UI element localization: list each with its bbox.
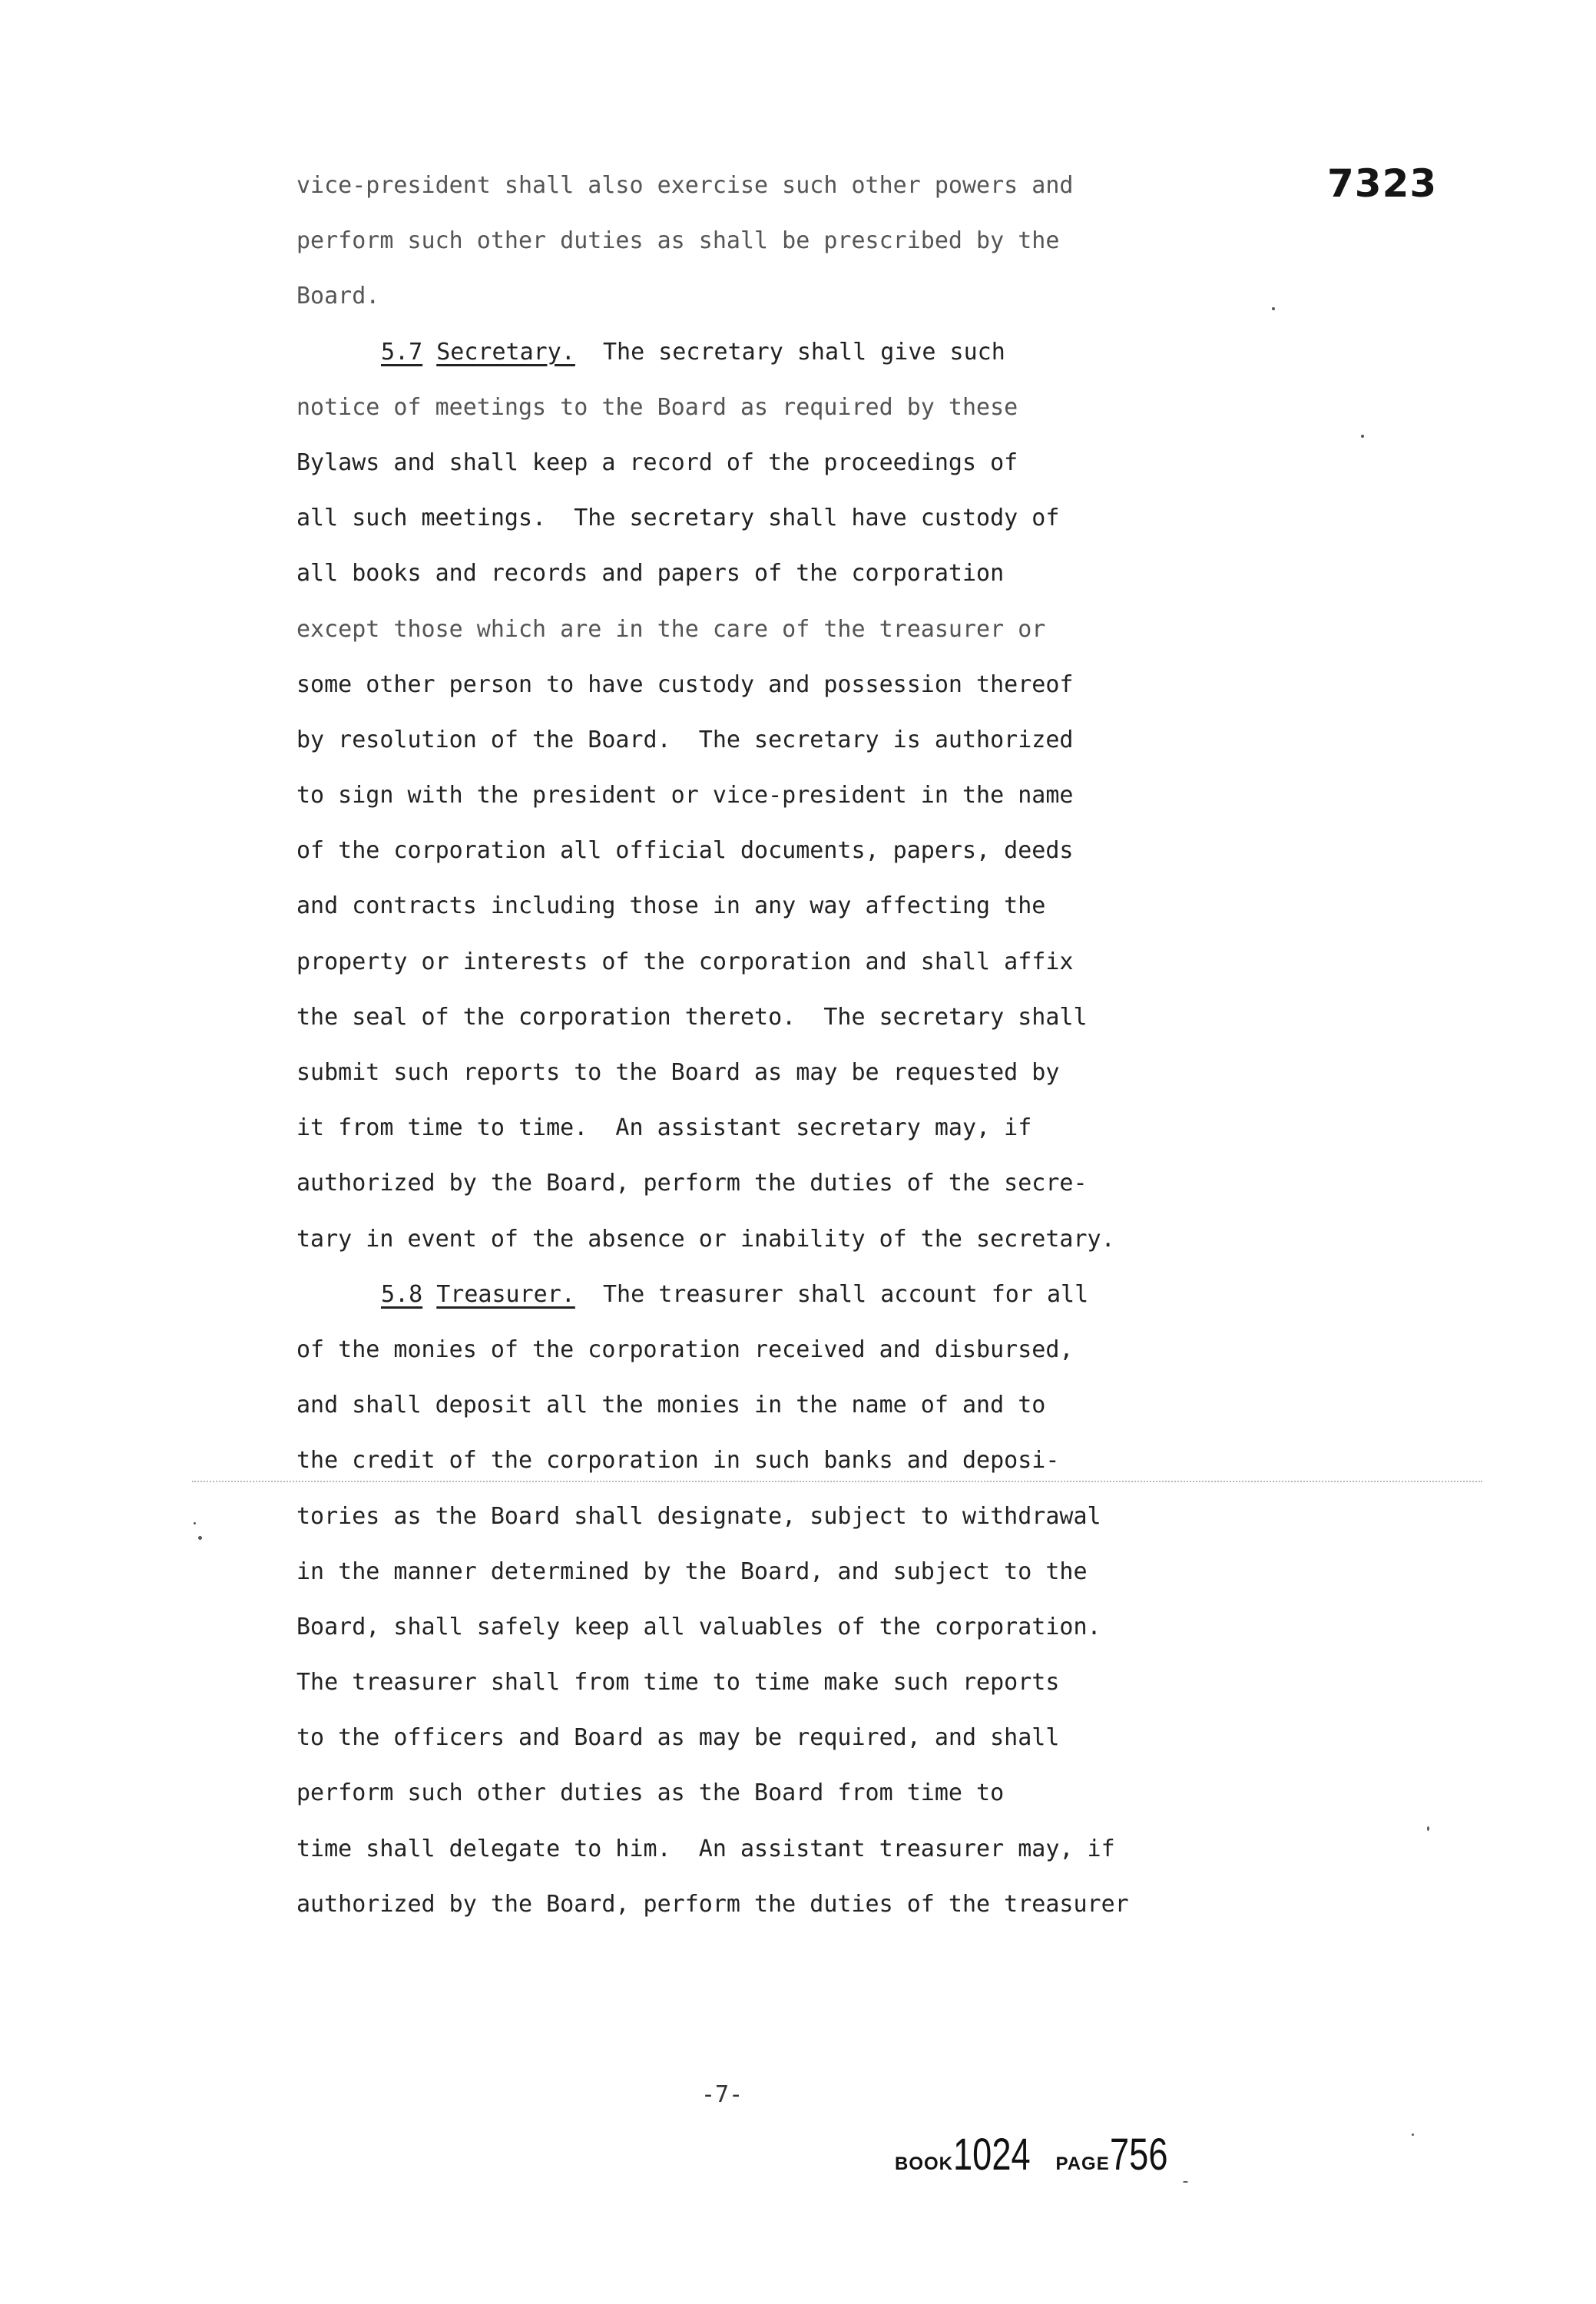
page-stamp-number: 7323: [1327, 161, 1438, 206]
text-line: The treasurer shall from time to time make such reports: [296, 1669, 1060, 1697]
text-line: the credit of the corporation in such banks and deposi-: [296, 1447, 1060, 1475]
text-line: to sign with the president or vice-president in the name: [296, 782, 1074, 809]
text-line: property or interests of the corporation and shall affix: [296, 948, 1074, 975]
scan-speck: [194, 1522, 196, 1524]
scan-speck: [1361, 435, 1364, 438]
text-line: The secretary shall give such: [603, 338, 1005, 366]
section-title: Treasurer.: [436, 1280, 575, 1308]
text-line: of the monies of the corporation received and disbursed,: [296, 1336, 1074, 1363]
text-line: Board, shall safely keep all valuables of the corporation.: [296, 1613, 1101, 1640]
text-line: authorized by the Board, perform the duties of the secre-: [296, 1170, 1088, 1197]
section-heading-line-secretary: [296, 325, 1326, 380]
section-number: 5.7: [381, 338, 423, 366]
text-line: of the corporation all official documents, papers, deeds: [296, 837, 1074, 865]
body-text: [296, 158, 1326, 1932]
text-line: except those which are in the care of the treasurer or: [296, 615, 1046, 643]
text-line: it from time to time. An assistant secretary may, if: [296, 1114, 1032, 1142]
text-line: Bylaws and shall keep a record of the proceedings of: [296, 449, 1018, 476]
text-line: submit such reports to the Board as may be requested by: [296, 1059, 1060, 1086]
section-heading-line-treasurer: [296, 1267, 1326, 1322]
text-line: perform such other duties as shall be prescribed by the: [296, 227, 1060, 255]
book-number: 1024: [953, 2130, 1031, 2180]
text-line: The treasurer shall account for all: [603, 1280, 1089, 1308]
text-line: some other person to have custody and possession thereof: [296, 670, 1074, 698]
text-line: all books and records and papers of the corporation: [296, 560, 1005, 588]
page-label: PAGE: [1055, 2153, 1110, 2174]
text-line: Board.: [296, 283, 380, 310]
text-line: and contracts including those in any way affecting the: [296, 892, 1046, 920]
text-line: to the officers and Board as may be required, and shall: [296, 1724, 1060, 1752]
text-line: all such meetings. The secretary shall have custody of: [296, 505, 1060, 532]
text-line: and shall deposit all the monies in the name of and to: [296, 1392, 1046, 1419]
text-line: in the manner determined by the Board, and subject to the: [296, 1558, 1088, 1585]
text-line: notice of meetings to the Board as required by these: [296, 393, 1018, 421]
text-line: time shall delegate to him. An assistant treasurer may, if: [296, 1835, 1115, 1862]
scan-speck: [1412, 2134, 1414, 2136]
scan-speck: [1183, 2181, 1188, 2183]
section-number: 5.8: [381, 1280, 423, 1308]
text-line: tary in event of the absence or inability of the secretary.: [296, 1225, 1115, 1253]
text-line: vice-president shall also exercise such other powers and: [296, 172, 1074, 199]
book-page-reference: [895, 2129, 1184, 2180]
book-label: BOOK: [895, 2153, 953, 2174]
text-line: by resolution of the Board. The secretary is authorized: [296, 726, 1074, 753]
text-line: the seal of the corporation thereto. The secretary shall: [296, 1003, 1088, 1031]
scan-speck: [1427, 1826, 1429, 1831]
scan-speck: [198, 1536, 202, 1540]
text-line: perform such other duties as the Board from time to: [296, 1779, 1005, 1807]
text-line: tories as the Board shall designate, subject to withdrawal: [296, 1502, 1101, 1530]
scan-speck: [1272, 307, 1275, 310]
footer-page-number: -7-: [701, 2081, 743, 2108]
text-line: authorized by the Board, perform the duties of the treasurer: [296, 1890, 1129, 1918]
section-title: Secretary.: [436, 338, 575, 366]
page-ref-number: 756: [1109, 2130, 1168, 2180]
